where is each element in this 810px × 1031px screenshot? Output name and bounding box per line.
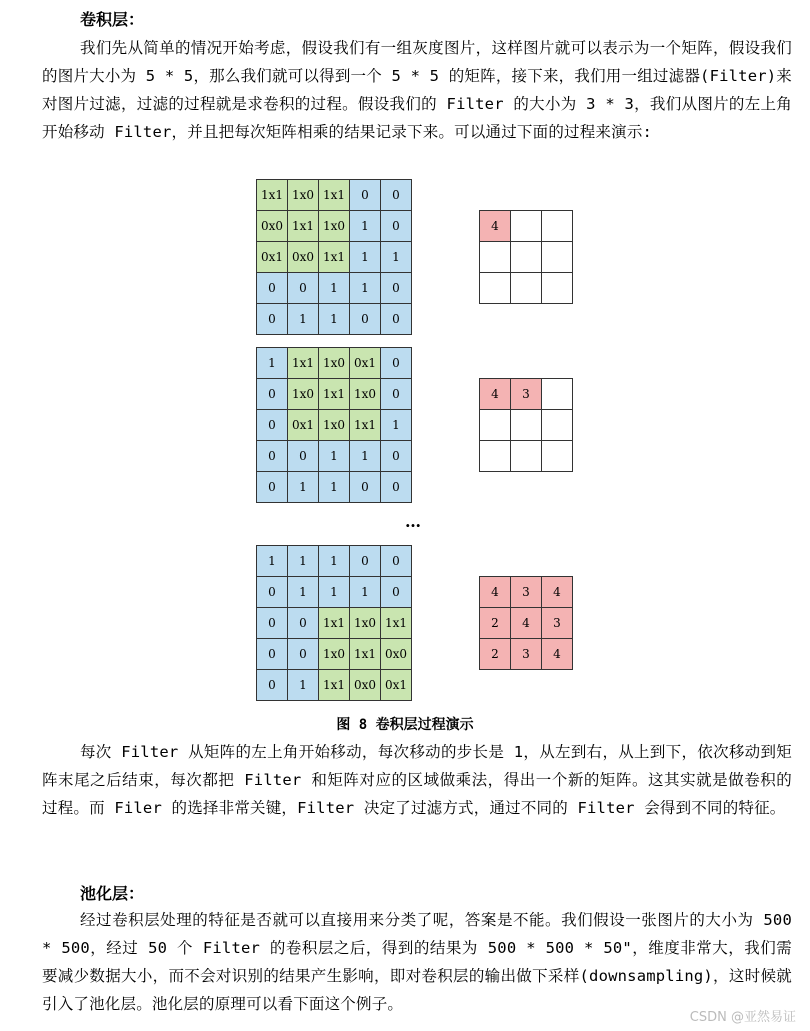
input-cell: 0 <box>381 273 412 304</box>
input-cell: 1x1 <box>350 410 381 441</box>
input-cell: 1x1 <box>288 348 319 379</box>
input-cell: 0 <box>257 608 288 639</box>
input-matrix-step3 <box>256 545 412 701</box>
input-cell: 0 <box>257 670 288 701</box>
paragraph-conv-intro: 我们先从简单的情况开始考虑，假设我们有一组灰度图片，这样图片就可以表示为一个矩阵，假设我们的图片大小为 5 * 5，那么我们就可以得到一个 5 * 5 的矩阵，接下来，我们用一组过滤器(Filter)来对图片过滤，过滤的过程就是求卷积的过程。假设我们的 Filter 的大小为 3 * 3，我们从图片的左上角开始移动 Filter，并且把每次矩阵相乘的结果记录下来。可以通过下面的过程来演示: <box>42 39 792 141</box>
input-cell: 1 <box>319 441 350 472</box>
input-cell: 0 <box>288 441 319 472</box>
input-cell: 1 <box>288 670 319 701</box>
input-cell: 1x0 <box>319 639 350 670</box>
output-cell: 4 <box>480 379 511 410</box>
input-cell: 0 <box>257 273 288 304</box>
input-cell: 0 <box>257 410 288 441</box>
input-cell: 1 <box>350 441 381 472</box>
output-cell <box>511 410 542 441</box>
input-cell: 1 <box>350 211 381 242</box>
input-cell: 0x0 <box>381 639 412 670</box>
output-matrix-step3 <box>479 576 573 670</box>
input-cell: 0 <box>350 472 381 503</box>
output-cell <box>511 273 542 304</box>
input-cell: 1x1 <box>288 211 319 242</box>
input-cell: 1x1 <box>257 180 288 211</box>
figure-caption: 图 8 卷积层过程演示 <box>336 717 474 733</box>
input-cell: 0x0 <box>288 242 319 273</box>
output-cell: 3 <box>511 379 542 410</box>
input-row <box>257 608 412 639</box>
input-cell: 0x0 <box>257 211 288 242</box>
output-cell <box>542 410 573 441</box>
input-cell: 0x0 <box>350 670 381 701</box>
input-cell: 1x0 <box>319 410 350 441</box>
input-cell: 0 <box>257 441 288 472</box>
input-cell: 1x1 <box>319 670 350 701</box>
output-cell <box>480 441 511 472</box>
input-cell: 0 <box>381 211 412 242</box>
output-matrix-step1 <box>479 210 573 304</box>
output-row <box>480 577 573 608</box>
input-cell: 1 <box>288 577 319 608</box>
output-cell <box>542 379 573 410</box>
input-cell: 1 <box>350 577 381 608</box>
input-cell: 0 <box>257 472 288 503</box>
output-cell: 3 <box>511 577 542 608</box>
input-cell: 1 <box>288 546 319 577</box>
output-cell <box>480 273 511 304</box>
output-cell <box>480 242 511 273</box>
input-cell: 0 <box>257 304 288 335</box>
input-cell: 1 <box>319 577 350 608</box>
output-cell <box>511 441 542 472</box>
input-cell: 0 <box>257 577 288 608</box>
input-cell: 1x0 <box>288 180 319 211</box>
input-cell: 0 <box>381 348 412 379</box>
output-cell: 4 <box>480 211 511 242</box>
input-cell: 1x0 <box>319 348 350 379</box>
output-row <box>480 273 573 304</box>
input-row <box>257 211 412 242</box>
input-cell: 1x0 <box>350 379 381 410</box>
input-cell: 0 <box>381 379 412 410</box>
input-row <box>257 180 412 211</box>
input-cell: 1x1 <box>350 639 381 670</box>
output-cell: 4 <box>542 639 573 670</box>
input-cell: 1 <box>319 472 350 503</box>
output-cell: 2 <box>480 639 511 670</box>
output-cell <box>542 211 573 242</box>
input-cell: 1 <box>288 304 319 335</box>
input-cell: 1x1 <box>381 608 412 639</box>
input-cell: 1x0 <box>288 379 319 410</box>
input-cell: 0 <box>381 546 412 577</box>
output-cell <box>511 242 542 273</box>
input-cell: 0 <box>288 608 319 639</box>
input-cell: 0x1 <box>257 242 288 273</box>
input-row <box>257 348 412 379</box>
input-matrix-step2 <box>256 347 412 503</box>
input-cell: 0x1 <box>350 348 381 379</box>
input-cell: 0 <box>350 304 381 335</box>
output-row <box>480 608 573 639</box>
input-cell: 1x1 <box>319 379 350 410</box>
output-row <box>480 211 573 242</box>
output-cell: 2 <box>480 608 511 639</box>
input-cell: 1x1 <box>319 180 350 211</box>
input-row <box>257 273 412 304</box>
input-row <box>257 577 412 608</box>
input-cell: 1x0 <box>319 211 350 242</box>
input-cell: 1 <box>350 273 381 304</box>
input-cell: 0x1 <box>381 670 412 701</box>
input-cell: 1 <box>381 242 412 273</box>
input-cell: 0 <box>288 273 319 304</box>
output-cell: 3 <box>542 608 573 639</box>
heading-pooling-layer: 池化层： <box>80 884 145 903</box>
output-row <box>480 410 573 441</box>
input-row <box>257 304 412 335</box>
input-row <box>257 379 412 410</box>
input-cell: 0 <box>350 180 381 211</box>
input-matrix-step1 <box>256 179 412 335</box>
output-row <box>480 242 573 273</box>
input-cell: 0 <box>381 180 412 211</box>
input-cell: 0 <box>381 577 412 608</box>
paragraph-conv-explain: 每次 Filter 从矩阵的左上角开始移动，每次移动的步长是 1，从左到右，从上到下，依次移动到矩阵末尾之后结束，每次都把 Filter 和矩阵对应的区域做乘法，得出一个新的矩阵。这其实就是做卷积的过程。而 Filer 的选择非常关键，Filter 决定了过滤方式，通过不同的 Filter 会得到不同的特征。 <box>42 743 792 817</box>
input-row <box>257 472 412 503</box>
output-row <box>480 639 573 670</box>
output-cell: 4 <box>542 577 573 608</box>
output-row <box>480 441 573 472</box>
output-cell <box>511 211 542 242</box>
input-cell: 1 <box>288 472 319 503</box>
output-cell <box>542 441 573 472</box>
input-cell: 0 <box>381 472 412 503</box>
output-row <box>480 379 573 410</box>
paragraph-pooling-intro: 经过卷积层处理的特征是否就可以直接用来分类了呢，答案是不能。我们假设一张图片的大小为 500 * 500，经过 50 个 Filter 的卷积层之后，得到的结果为 500 * 500 * 50"，维度非常大，我们需要减少数据大小，而不会对识别的结果产生影响，即对卷积层的输出做下采样(downsampling)，这时候就引入了池化层。池化层的原理可以看下面这个例子。 <box>42 911 792 1013</box>
output-cell <box>542 273 573 304</box>
input-row <box>257 546 412 577</box>
input-cell: 1 <box>350 242 381 273</box>
input-cell: 0 <box>350 546 381 577</box>
output-cell <box>480 410 511 441</box>
input-cell: 0 <box>381 441 412 472</box>
output-cell: 4 <box>480 577 511 608</box>
input-cell: 0 <box>257 379 288 410</box>
input-cell: 1x1 <box>319 242 350 273</box>
input-row <box>257 441 412 472</box>
output-matrix-step2 <box>479 378 573 472</box>
heading-conv-layer: 卷积层： <box>80 10 145 29</box>
figure-ellipsis: … <box>405 512 421 531</box>
input-cell: 1 <box>319 273 350 304</box>
input-row <box>257 639 412 670</box>
input-cell: 1x1 <box>319 608 350 639</box>
input-cell: 0 <box>257 639 288 670</box>
input-cell: 1 <box>381 410 412 441</box>
input-cell: 1 <box>319 304 350 335</box>
input-cell: 1x0 <box>350 608 381 639</box>
input-row <box>257 410 412 441</box>
output-cell: 3 <box>511 639 542 670</box>
csdn-watermark: CSDN @亚然易证 <box>689 1010 796 1025</box>
input-row <box>257 670 412 701</box>
output-cell <box>542 242 573 273</box>
input-cell: 0 <box>381 304 412 335</box>
input-cell: 1 <box>319 546 350 577</box>
input-cell: 0 <box>288 639 319 670</box>
output-cell: 4 <box>511 608 542 639</box>
input-row <box>257 242 412 273</box>
input-cell: 1 <box>257 348 288 379</box>
input-cell: 1 <box>257 546 288 577</box>
input-cell: 0x1 <box>288 410 319 441</box>
